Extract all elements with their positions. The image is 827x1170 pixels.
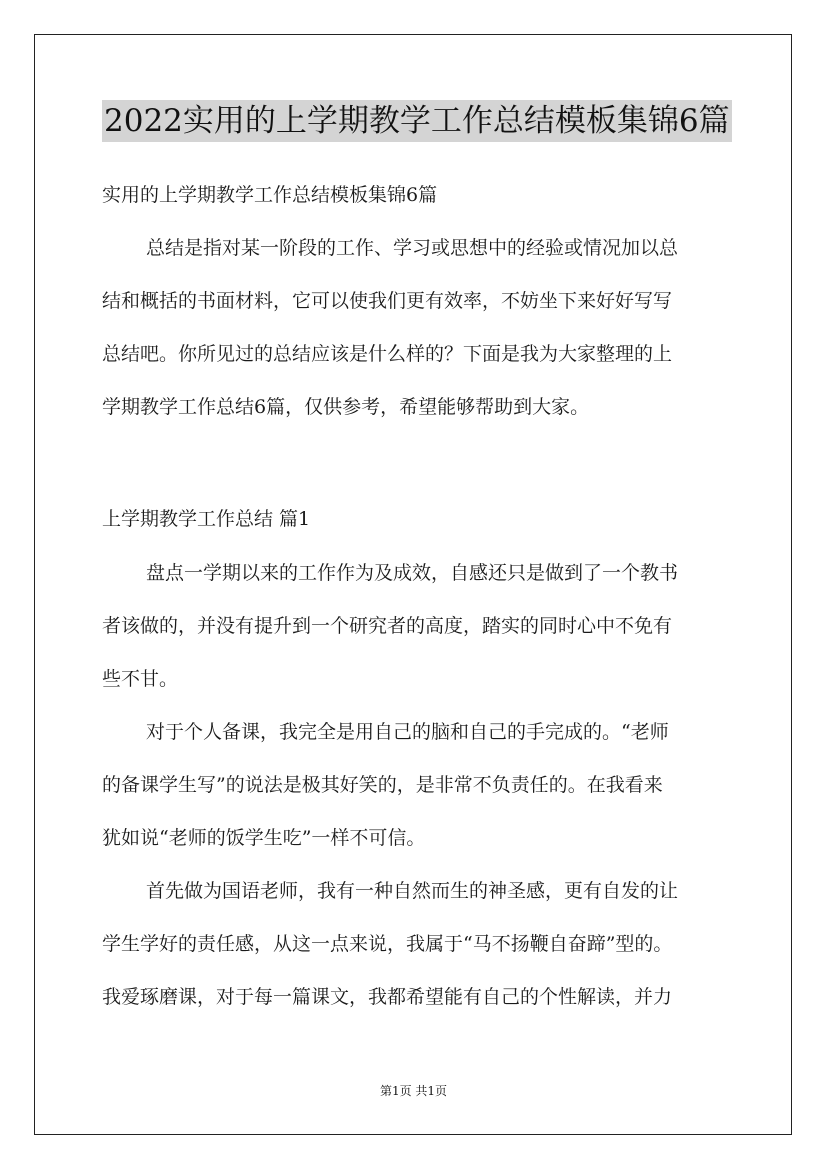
page-footer: 第1页 共1页 (379, 1084, 448, 1098)
paragraph-line: 犹如说“老师的饭学生吃”一样不可信。 (102, 827, 426, 849)
section-heading: 上学期教学工作总结 篇1 (102, 508, 311, 530)
paragraph-line: 首先做为国语老师，我有一种自然而生的神圣感，更有自发的让 (146, 880, 679, 902)
document-title: 2022实用的上学期教学工作总结模板集锦6篇 (102, 100, 732, 142)
intro-line: 总结是指对某一阶段的工作、学习或思想中的经验或情况加以总 (146, 237, 679, 259)
paragraph-line: 盘点一学期以来的工作作为及成效，自感还只是做到了一个教书 (146, 562, 679, 584)
paragraph-line: 些不甘。 (102, 668, 179, 690)
paragraph-line: 对于个人备课，我完全是用自己的脑和自己的手完成的。“老师 (146, 721, 669, 743)
intro-line: 结和概括的书面材料，它可以使我们更有效率，不妨坐下来好好写写 (102, 290, 673, 312)
paragraph-line: 的备课学生写”的说法是极其好笑的，是非常不负责任的。在我看来 (102, 774, 663, 796)
paragraph-line: 者该做的，并没有提升到一个研究者的高度，踏实的同时心中不免有 (102, 615, 673, 637)
paragraph-line: 学生学好的责任感，从这一点来说，我属于“马不扬鞭自奋蹄”型的。 (102, 933, 673, 955)
paragraph-line: 我爱琢磨课，对于每一篇课文，我都希望能有自己的个性解读，并力 (102, 986, 673, 1008)
intro-line: 总结吧。你所见过的总结应该是什么样的？下面是我为大家整理的上 (102, 343, 673, 365)
intro-line: 学期教学工作总结6篇，仅供参考，希望能够帮助到大家。 (102, 396, 590, 418)
document-subtitle: 实用的上学期教学工作总结模板集锦6篇 (102, 184, 438, 206)
